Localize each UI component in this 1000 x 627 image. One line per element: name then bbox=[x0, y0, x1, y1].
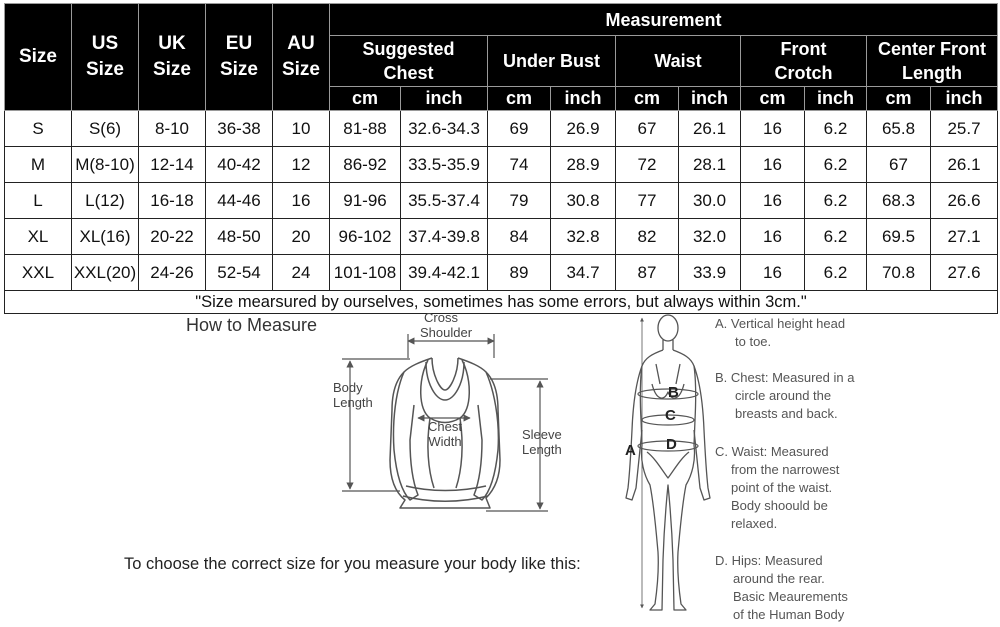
table-cell: XL bbox=[5, 219, 72, 255]
table-cell: 27.1 bbox=[931, 219, 998, 255]
table-cell: S(6) bbox=[72, 111, 139, 147]
table-cell: 28.1 bbox=[679, 147, 741, 183]
table-cell: 28.9 bbox=[551, 147, 616, 183]
header-under-bust: Under Bust bbox=[488, 36, 616, 87]
table-cell: 26.1 bbox=[931, 147, 998, 183]
unit-header-cm: cm bbox=[616, 87, 679, 111]
note-a-height: A. Vertical height head to toe. bbox=[715, 316, 846, 349]
table-cell: 77 bbox=[616, 183, 679, 219]
table-cell: 12-14 bbox=[139, 147, 206, 183]
header-uk-size: UK Size bbox=[139, 4, 206, 111]
unit-header-inch: inch bbox=[931, 87, 998, 111]
figure-right-arm bbox=[694, 366, 710, 500]
unit-header-cm: cm bbox=[330, 87, 401, 111]
table-cell: 6.2 bbox=[805, 147, 867, 183]
table-cell: 82 bbox=[616, 219, 679, 255]
header-au-size: AU Size bbox=[273, 4, 330, 111]
measurement-note: "Size mearsured by ourselves, sometimes has some errors, but always within 3cm." bbox=[5, 291, 998, 314]
table-cell: 39.4-42.1 bbox=[401, 255, 488, 291]
figure-letter-b: B bbox=[668, 384, 679, 401]
table-cell: 6.2 bbox=[805, 183, 867, 219]
table-cell: 96-102 bbox=[330, 219, 401, 255]
table-cell: 84 bbox=[488, 219, 551, 255]
header-center-front-length: Center Front Length bbox=[867, 36, 998, 87]
table-cell: 10 bbox=[273, 111, 330, 147]
unit-header-inch: inch bbox=[551, 87, 616, 111]
header-suggested-chest: Suggested Chest bbox=[330, 36, 488, 87]
table-cell: 6.2 bbox=[805, 219, 867, 255]
table-row bbox=[5, 183, 998, 219]
table-cell: 89 bbox=[488, 255, 551, 291]
table-cell: 81-88 bbox=[330, 111, 401, 147]
header-eu-size: EU Size bbox=[206, 4, 273, 111]
unit-header-cm: cm bbox=[867, 87, 931, 111]
table-cell: 25.7 bbox=[931, 111, 998, 147]
table-cell: 36-38 bbox=[206, 111, 273, 147]
table-cell: XL(16) bbox=[72, 219, 139, 255]
unit-header-inch: inch bbox=[805, 87, 867, 111]
note-d-hips: D. Hips: Measured around the rear. Basic Meaurements of the Human Body bbox=[715, 553, 848, 622]
table-row bbox=[5, 255, 998, 291]
table-cell: 74 bbox=[488, 147, 551, 183]
size-chart-table bbox=[4, 3, 998, 314]
table-cell: 24 bbox=[273, 255, 330, 291]
table-cell: 32.6-34.3 bbox=[401, 111, 488, 147]
choose-size-instruction: To choose the correct size for you measure your body like this: bbox=[124, 555, 581, 573]
table-cell: 24-26 bbox=[139, 255, 206, 291]
table-cell: L(12) bbox=[72, 183, 139, 219]
unit-header-inch: inch bbox=[679, 87, 741, 111]
garment-right-sleeve bbox=[474, 372, 498, 500]
table-cell: 33.9 bbox=[679, 255, 741, 291]
header-size: Size bbox=[5, 4, 72, 111]
figure-letter-c: C bbox=[665, 407, 676, 424]
table-cell: 16 bbox=[273, 183, 330, 219]
table-cell: 16 bbox=[741, 147, 805, 183]
table-cell: 20 bbox=[273, 219, 330, 255]
table-cell: 30.8 bbox=[551, 183, 616, 219]
garment-left-sleeve bbox=[393, 372, 418, 500]
header-front-crotch: Front Crotch bbox=[741, 36, 867, 87]
table-cell: 6.2 bbox=[805, 255, 867, 291]
table-cell: M(8-10) bbox=[72, 147, 139, 183]
table-cell: XXL bbox=[5, 255, 72, 291]
table-cell: 16 bbox=[741, 111, 805, 147]
table-cell: L bbox=[5, 183, 72, 219]
table-row bbox=[5, 111, 998, 147]
table-cell: 65.8 bbox=[867, 111, 931, 147]
table-cell: 67 bbox=[867, 147, 931, 183]
figure-letter-d: D bbox=[666, 436, 677, 453]
table-cell: 52-54 bbox=[206, 255, 273, 291]
table-cell: 68.3 bbox=[867, 183, 931, 219]
table-cell: 16 bbox=[741, 219, 805, 255]
table-cell: 70.8 bbox=[867, 255, 931, 291]
table-cell: 8-10 bbox=[139, 111, 206, 147]
table-cell: 6.2 bbox=[805, 111, 867, 147]
note-b-chest: B. Chest: Measured in a circle around the breasts and back. bbox=[715, 370, 855, 421]
table-cell: 30.0 bbox=[679, 183, 741, 219]
table-cell: 86-92 bbox=[330, 147, 401, 183]
table-cell: 101-108 bbox=[330, 255, 401, 291]
table-cell: 48-50 bbox=[206, 219, 273, 255]
header-waist: Waist bbox=[616, 36, 741, 87]
chest-width-label: Chest Width bbox=[428, 419, 462, 449]
cross-shoulder-label: Cross Shoulder bbox=[420, 310, 473, 340]
table-cell: 20-22 bbox=[139, 219, 206, 255]
garment-neckline bbox=[432, 358, 458, 390]
table-cell: 32.8 bbox=[551, 219, 616, 255]
table-cell: 44-46 bbox=[206, 183, 273, 219]
table-cell: 33.5-35.9 bbox=[401, 147, 488, 183]
table-cell: 35.5-37.4 bbox=[401, 183, 488, 219]
figure-letter-a: A bbox=[625, 442, 636, 459]
table-cell: 69 bbox=[488, 111, 551, 147]
figure-left-arm bbox=[626, 366, 642, 500]
table-cell: 34.7 bbox=[551, 255, 616, 291]
table-cell: 26.9 bbox=[551, 111, 616, 147]
table-cell: 16-18 bbox=[139, 183, 206, 219]
table-cell: 72 bbox=[616, 147, 679, 183]
unit-header-inch: inch bbox=[401, 87, 488, 111]
body-length-label: Body Length bbox=[333, 380, 373, 410]
table-row bbox=[5, 219, 998, 255]
table-cell: 32.0 bbox=[679, 219, 741, 255]
table-cell: S bbox=[5, 111, 72, 147]
table-cell: 26.6 bbox=[931, 183, 998, 219]
table-cell: 40-42 bbox=[206, 147, 273, 183]
table-row bbox=[5, 147, 998, 183]
table-cell: 16 bbox=[741, 255, 805, 291]
sleeve-length-label: Sleeve Length bbox=[522, 427, 562, 457]
table-cell: 26.1 bbox=[679, 111, 741, 147]
figure-head bbox=[658, 315, 678, 341]
table-cell: 69.5 bbox=[867, 219, 931, 255]
table-cell: 87 bbox=[616, 255, 679, 291]
table-cell: 91-96 bbox=[330, 183, 401, 219]
note-c-waist: C. Waist: Measured from the narrowest point of the waist. Body shoould be relaxed. bbox=[715, 444, 840, 531]
table-cell: 16 bbox=[741, 183, 805, 219]
table-cell: XXL(20) bbox=[72, 255, 139, 291]
header-measurement: Measurement bbox=[330, 4, 998, 36]
table-cell: 27.6 bbox=[931, 255, 998, 291]
table-cell: 12 bbox=[273, 147, 330, 183]
unit-header-cm: cm bbox=[741, 87, 805, 111]
table-cell: 37.4-39.8 bbox=[401, 219, 488, 255]
table-cell: 79 bbox=[488, 183, 551, 219]
table-cell: M bbox=[5, 147, 72, 183]
how-to-measure-title: How to Measure bbox=[186, 315, 318, 335]
table-cell: 67 bbox=[616, 111, 679, 147]
unit-header-cm: cm bbox=[488, 87, 551, 111]
header-us-size: US Size bbox=[72, 4, 139, 111]
